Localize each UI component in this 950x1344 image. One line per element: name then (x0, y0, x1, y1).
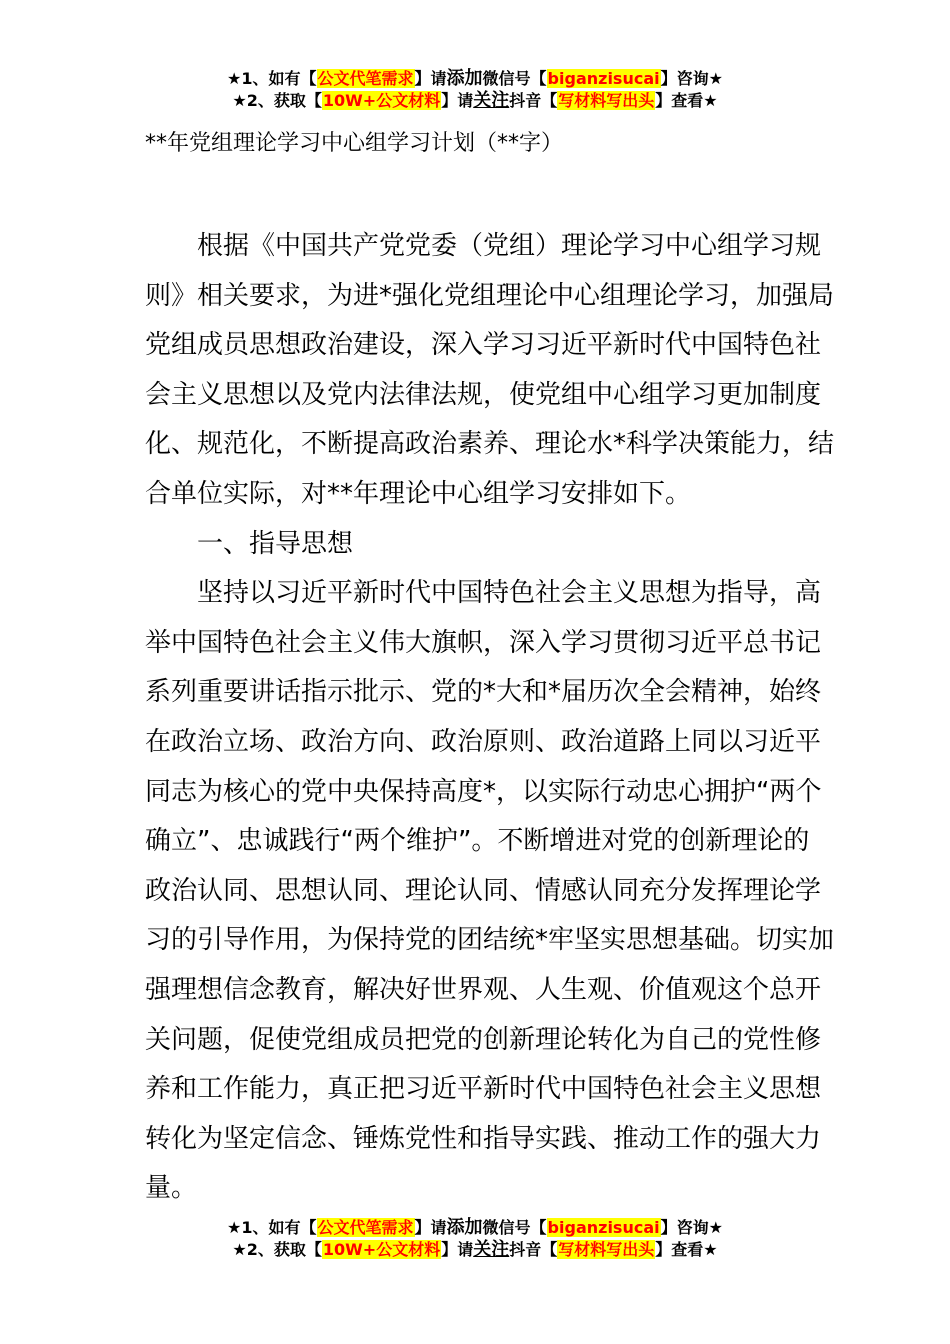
promo-text: ★2、获取【 (232, 1240, 322, 1259)
promo-line-2 (0, 90, 950, 112)
promo-emphasis: 关注 (473, 90, 510, 111)
promo-text: 】查看★ (655, 1240, 718, 1259)
promo-text: 】请 (441, 1240, 474, 1259)
promo-text: 】请 (414, 69, 447, 88)
promo-highlight: biganzisucai (547, 69, 660, 88)
promo-highlight: 写材料写出头 (558, 91, 655, 110)
promo-text: ★2、获取【 (232, 91, 322, 110)
promo-highlight: 公文代笔需求 (317, 1218, 414, 1237)
promo-text: 】查看★ (655, 91, 718, 110)
promo-text: 】请 (441, 91, 474, 110)
promo-text: 抖音【 (509, 1240, 558, 1259)
promo-line-2 (0, 1239, 950, 1261)
promo-text: 微信号【 (482, 69, 547, 88)
paragraph-guiding-thought: 坚持以习近平新时代中国特色社会主义思想为指导，高举中国特色社会主义伟大旗帜，深入学习贯彻习近平总书记系列重要讲话指示批示、党的*大和*届历次全会精神，始终在政治立场、政治方向、政治原则、政治道路上同以习近平同志为核心的党中央保持高度*，以实际行动忠心拥护“两个确立”、忠诚践行“两个维护”。不断增进对党的创新理论的政治认同、思想认同、理论认同、情感认同充分发挥理论学习的引导作用，为保持党的团结统*牢坚实思想基础。切实加强理想信念教育，解决好世界观、人生观、价值观这个总开关问题，促使党组成员把党的创新理论转化为自己的党性修养和工作能力，真正把习近平新时代中国特色社会主义思想转化为坚定信念、锤炼党性和指导实践、推动工作的强大力量。 (145, 578, 835, 1204)
document-title: **年党组理论学习中心组学习计划（**字） (145, 131, 564, 156)
promo-text: ★1、如有【 (227, 69, 317, 88)
promo-text: 】咨询★ (660, 69, 723, 88)
promo-highlight: 写材料写出头 (558, 1240, 655, 1259)
promo-highlight: 公文代笔需求 (317, 69, 414, 88)
promo-highlight: 10W+公文材料 (322, 91, 441, 110)
promo-text: 微信号【 (482, 1218, 547, 1237)
paragraph-intro: 根据《中国共产党党委（党组）理论学习中心组学习规则》相关要求，为进*强化党组理论中心组理论学习，加强局党组成员思想政治建设，深入学习习近平新时代中国特色社会主义思想以及党内法律法规，使党组中心组学习更加制度化、规范化，不断提高政治素养、理论水*科学决策能力，结合单位实际，对**年理论中心组学习安排如下。 (145, 231, 835, 509)
promo-emphasis: 添加 (446, 68, 483, 89)
promo-line-1 (0, 68, 950, 90)
promo-line-1 (0, 1217, 950, 1239)
promo-highlight: 10W+公文材料 (322, 1240, 441, 1259)
section-heading: 一、指导思想 (197, 528, 354, 559)
promo-text: 抖音【 (509, 91, 558, 110)
promo-text: ★1、如有【 (227, 1218, 317, 1237)
promo-banner-bottom (0, 1217, 950, 1261)
document-body (145, 222, 835, 1214)
promo-text: 】咨询★ (660, 1218, 723, 1237)
promo-banner-top (0, 68, 950, 112)
promo-emphasis: 添加 (446, 1217, 483, 1238)
promo-text: 】请 (414, 1218, 447, 1237)
promo-highlight: biganzisucai (547, 1218, 660, 1237)
promo-emphasis: 关注 (473, 1239, 510, 1260)
